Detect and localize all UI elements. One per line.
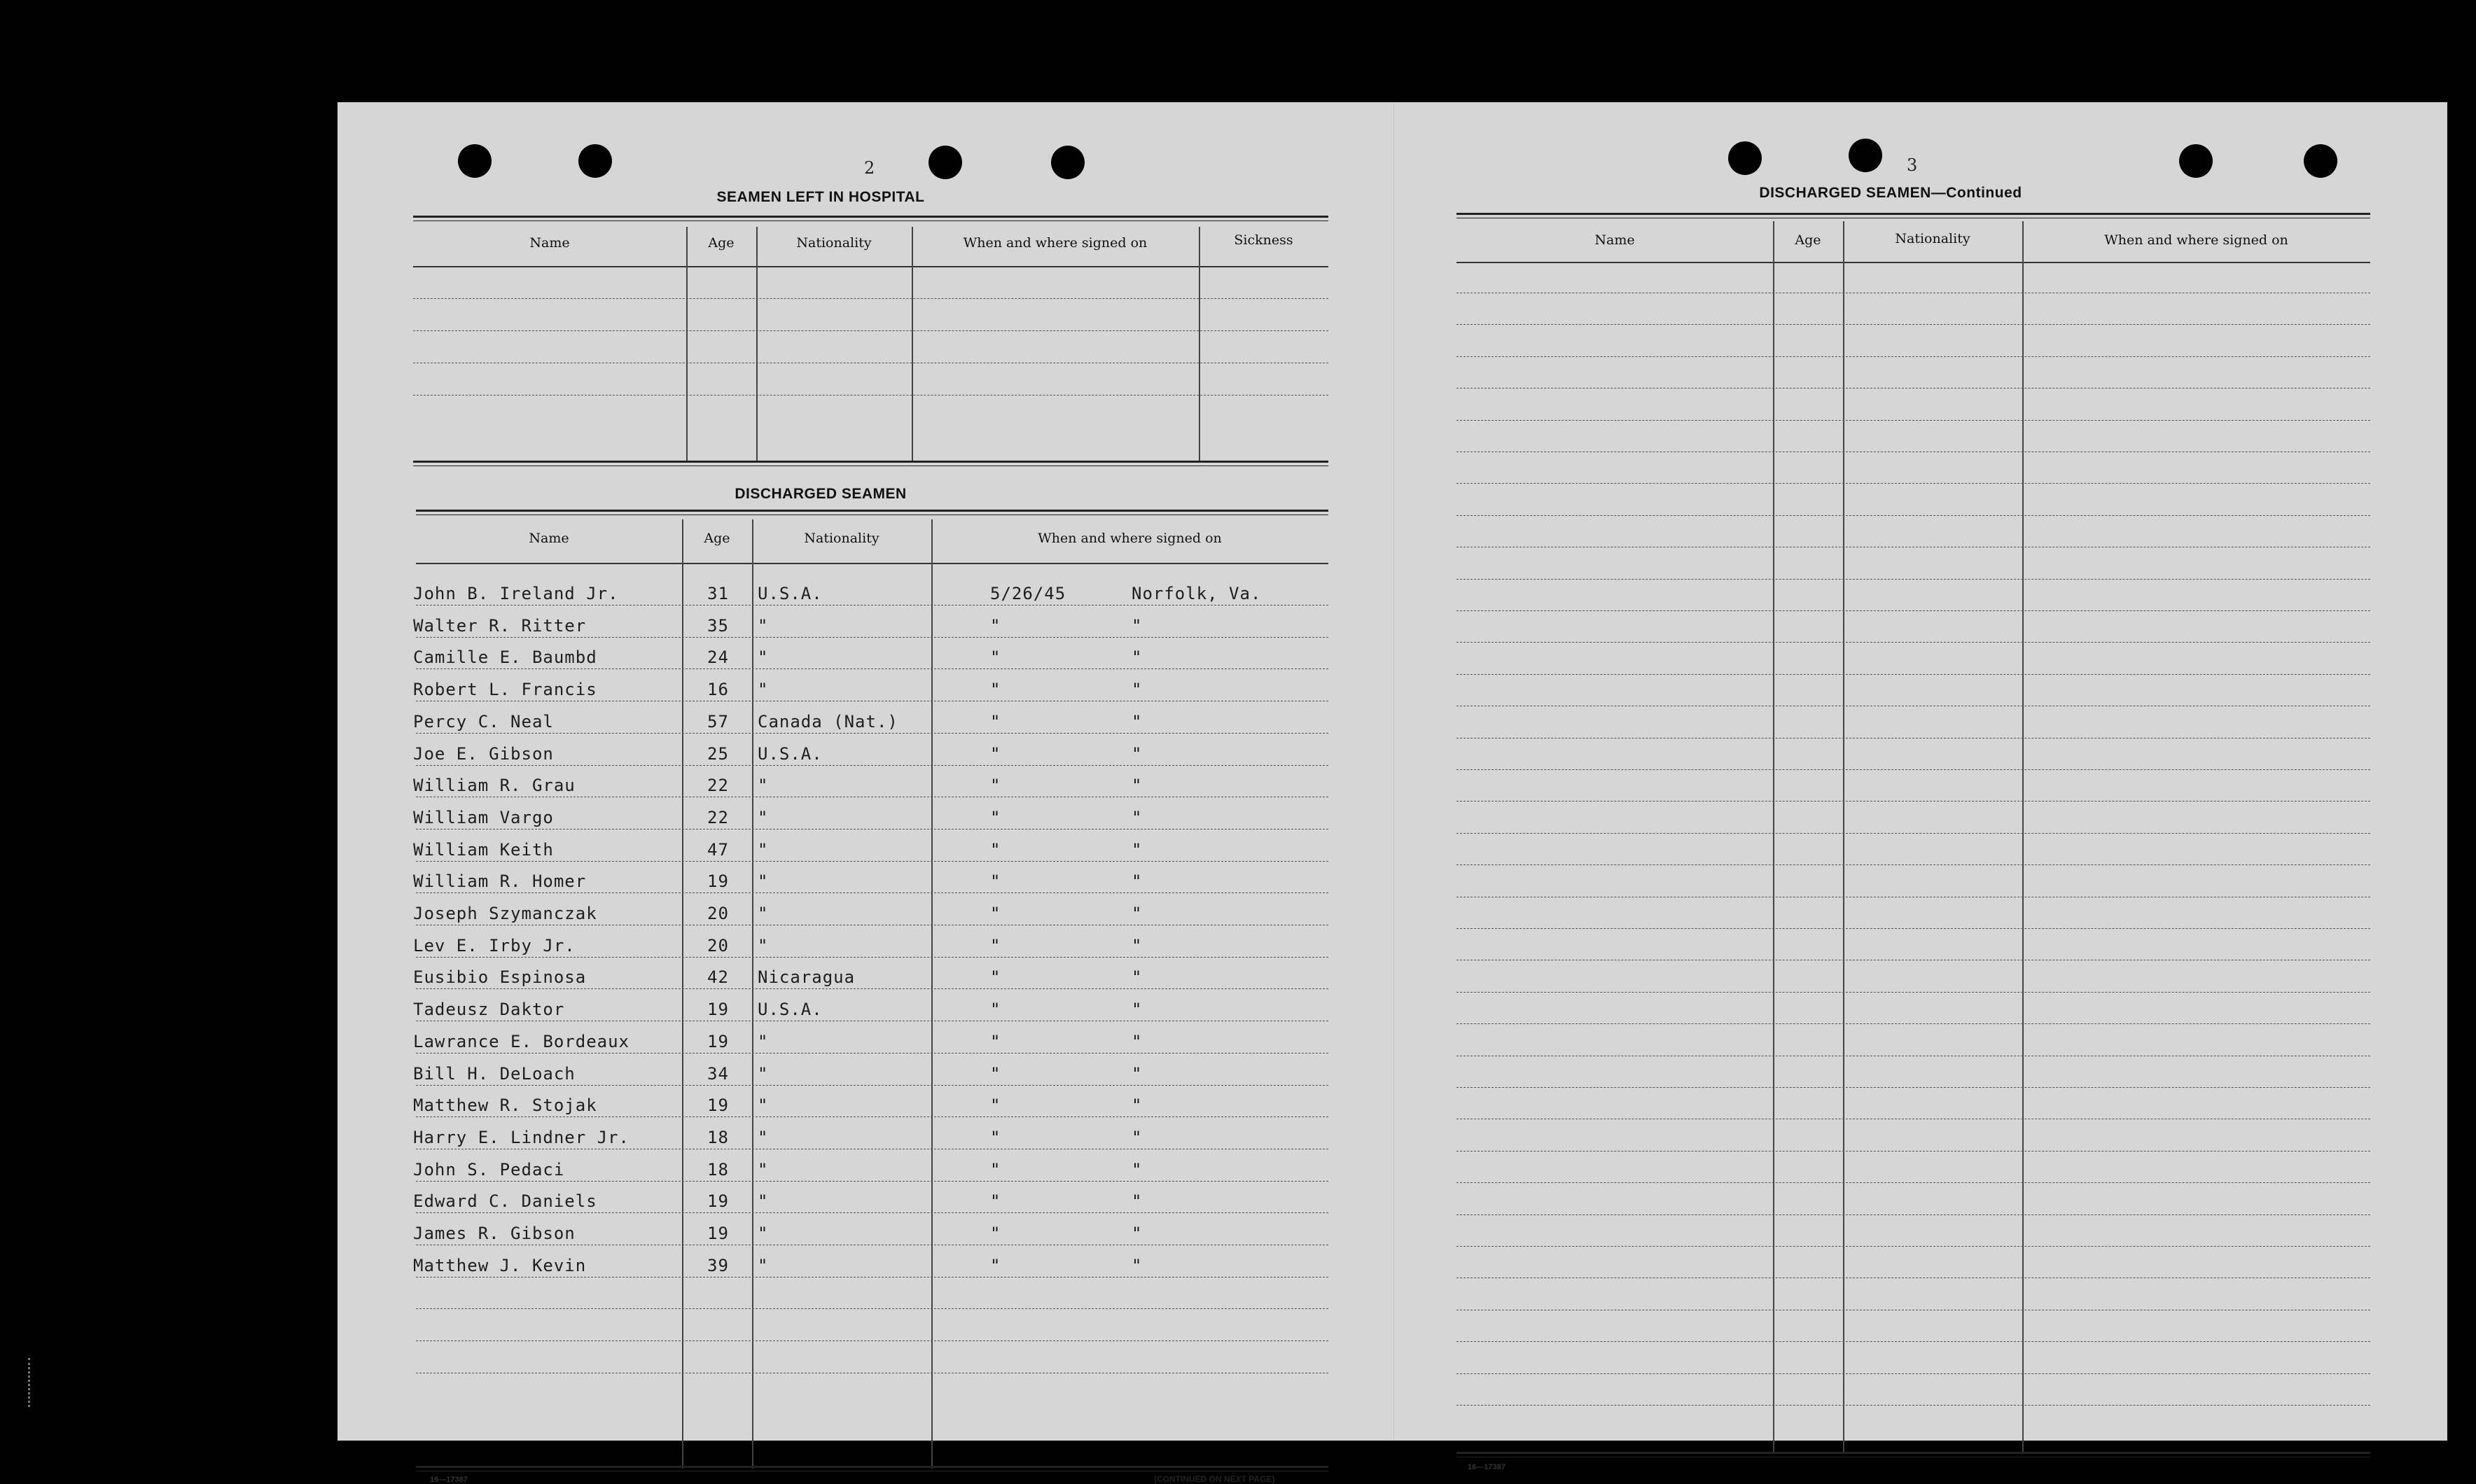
cell-signed-place: Norfolk, Va. <box>1132 584 1262 603</box>
col-age: Age <box>708 235 735 251</box>
hospital-section-title: SEAMEN LEFT IN HOSPITAL <box>716 189 925 205</box>
cell-age: 35 <box>707 616 729 636</box>
punch-hole <box>458 144 492 178</box>
cell-signed-place: " <box>1132 872 1143 891</box>
row-rule <box>1456 610 2370 611</box>
cell-signed-date: " <box>990 1160 1001 1180</box>
col-age: Age <box>1795 232 1821 248</box>
cell-signed-date: " <box>990 1064 1001 1084</box>
row-rule <box>416 1181 1328 1182</box>
row-rule <box>1456 833 2370 834</box>
row-rule <box>1456 1214 2370 1215</box>
col-name: Name <box>529 235 570 251</box>
cell-nationality: " <box>758 840 769 860</box>
cell-nationality: " <box>758 1096 769 1115</box>
row-rule <box>416 829 1328 830</box>
table-top-rule <box>416 510 1328 515</box>
row-rule <box>1456 1151 2370 1152</box>
continued-note: (CONTINUED ON NEXT PAGE) <box>1154 1474 1275 1484</box>
cell-signed-date: " <box>990 616 1001 636</box>
col-divider <box>931 519 933 1469</box>
row-rule <box>416 765 1328 766</box>
cell-name: Robert L. Francis <box>413 680 597 699</box>
cell-age: 18 <box>707 1128 729 1147</box>
cell-name: Joseph Szymanczak <box>413 904 597 923</box>
row-rule <box>416 733 1328 734</box>
cell-age: 18 <box>707 1160 729 1180</box>
table-bottom-rule <box>413 461 1328 466</box>
row-rule <box>1456 356 2370 357</box>
header-rule <box>1456 262 2370 263</box>
col-divider <box>2022 221 2024 1453</box>
row-rule <box>1456 769 2370 770</box>
cell-nationality: " <box>758 1128 769 1147</box>
row-rule <box>416 1212 1328 1213</box>
row-rule <box>413 298 1328 299</box>
cell-signed-date: " <box>990 872 1001 891</box>
cell-signed-place: " <box>1132 616 1143 636</box>
cell-signed-place: " <box>1132 840 1143 860</box>
cell-nationality: " <box>758 1064 769 1084</box>
col-divider <box>1773 221 1774 1453</box>
cell-signed-place: " <box>1132 1064 1143 1084</box>
cell-signed-place: " <box>1132 1256 1143 1275</box>
cell-signed-date: " <box>990 840 1001 860</box>
row-rule <box>1456 1087 2370 1088</box>
cell-signed-date: " <box>990 680 1001 699</box>
cell-signed-date: " <box>990 967 1001 987</box>
cell-age: 57 <box>707 712 729 732</box>
cell-signed-place: " <box>1132 936 1143 955</box>
cell-signed-date: " <box>990 648 1001 667</box>
cell-name: Lawrance E. Bordeaux <box>413 1032 630 1051</box>
row-rule <box>416 988 1328 989</box>
cell-signed-date: " <box>990 744 1001 764</box>
row-rule <box>1456 801 2370 802</box>
cell-age: 39 <box>707 1256 729 1275</box>
cell-age: 16 <box>707 680 729 699</box>
cell-signed-date: " <box>990 776 1001 795</box>
cell-name: John B. Ireland Jr. <box>413 584 619 603</box>
cell-age: 34 <box>707 1064 729 1084</box>
cell-name: William R. Grau <box>413 776 576 795</box>
cell-name: Walter R. Ritter <box>413 616 587 636</box>
row-rule <box>416 1277 1328 1278</box>
col-sickness: Sickness <box>1234 232 1293 248</box>
cell-name: Eusibio Espinosa <box>413 967 587 987</box>
row-rule <box>416 668 1328 669</box>
row-rule <box>1456 928 2370 929</box>
cell-name: Edward C. Daniels <box>413 1191 597 1211</box>
cell-age: 20 <box>707 904 729 923</box>
col-divider <box>686 227 688 461</box>
cell-nationality: " <box>758 776 769 795</box>
cell-signed-place: " <box>1132 1191 1143 1211</box>
row-rule <box>1456 1246 2370 1247</box>
cell-signed-place: " <box>1132 776 1143 795</box>
row-rule <box>416 1053 1328 1054</box>
cell-signed-date: " <box>990 1032 1001 1051</box>
cell-age: 42 <box>707 967 729 987</box>
cell-signed-date: " <box>990 808 1001 827</box>
cell-age: 25 <box>707 744 729 764</box>
continued-section-title: DISCHARGED SEAMEN—Continued <box>1759 185 2022 201</box>
cell-signed-date: " <box>990 712 1001 732</box>
table-top-rule <box>1456 213 2370 218</box>
col-divider <box>1843 221 1844 1453</box>
row-rule <box>416 892 1328 893</box>
document-scan <box>338 102 2447 1484</box>
cell-signed-place: " <box>1132 680 1143 699</box>
row-rule <box>413 330 1328 331</box>
cell-age: 47 <box>707 840 729 860</box>
row-rule <box>1456 864 2370 865</box>
cell-signed-place: " <box>1132 967 1143 987</box>
col-divider <box>1199 227 1200 461</box>
cell-signed-place: " <box>1132 1224 1143 1243</box>
cell-name: Matthew R. Stojak <box>413 1096 597 1115</box>
cell-nationality: " <box>758 904 769 923</box>
cell-age: 19 <box>707 1224 729 1243</box>
row-rule <box>1456 642 2370 643</box>
cell-nationality: " <box>758 616 769 636</box>
cell-nationality: " <box>758 808 769 827</box>
cell-name: Lev E. Irby Jr. <box>413 936 576 955</box>
cell-name: William Keith <box>413 840 554 860</box>
punch-hole <box>1849 139 1882 172</box>
header-rule <box>416 563 1328 564</box>
cell-nationality: " <box>758 1224 769 1243</box>
col-nationality: Nationality <box>796 235 872 251</box>
col-age: Age <box>704 531 730 546</box>
table-top-rule <box>413 216 1328 221</box>
cell-nationality: U.S.A. <box>758 1000 823 1019</box>
row-rule <box>416 605 1328 606</box>
cell-nationality: " <box>758 936 769 955</box>
cell-age: 22 <box>707 808 729 827</box>
cell-name: John S. Pedaci <box>413 1160 565 1180</box>
row-rule <box>1456 1341 2370 1342</box>
col-divider <box>682 519 683 1469</box>
form-number: 16—17387 <box>1468 1463 1505 1471</box>
col-nationality: Nationality <box>1895 231 1970 246</box>
row-rule <box>1456 483 2370 484</box>
cell-name: Harry E. Lindner Jr. <box>413 1128 630 1147</box>
cell-signed-place: " <box>1132 1000 1143 1019</box>
cell-signed-date: " <box>990 1000 1001 1019</box>
row-rule <box>1456 674 2370 675</box>
col-signed-on: When and where signed on <box>2104 232 2288 248</box>
cell-name: Joe E. Gibson <box>413 744 554 764</box>
row-rule <box>413 395 1328 396</box>
row-rule <box>1456 515 2370 516</box>
table-bottom-rule <box>416 1466 1328 1471</box>
cell-age: 22 <box>707 776 729 795</box>
row-rule <box>1456 1373 2370 1374</box>
cell-age: 20 <box>707 936 729 955</box>
cell-age: 31 <box>707 584 729 603</box>
cell-signed-date: " <box>990 1128 1001 1147</box>
punch-hole <box>1728 141 1762 175</box>
cell-age: 19 <box>707 872 729 891</box>
cell-signed-place: " <box>1132 1096 1143 1115</box>
cell-nationality: U.S.A. <box>758 744 823 764</box>
cell-signed-date: " <box>990 904 1001 923</box>
cell-age: 24 <box>707 648 729 667</box>
row-rule <box>416 861 1328 862</box>
cell-signed-place: " <box>1132 808 1143 827</box>
page-number: 3 <box>1907 155 1918 175</box>
cell-nationality: " <box>758 1032 769 1051</box>
header-rule <box>413 266 1328 267</box>
cell-signed-date: " <box>990 936 1001 955</box>
cell-name: Matthew J. Kevin <box>413 1256 587 1275</box>
cell-nationality: Canada (Nat.) <box>758 712 898 732</box>
cell-name: Percy C. Neal <box>413 712 554 732</box>
cell-signed-place: " <box>1132 744 1143 764</box>
scan-edge-mark <box>28 1358 34 1407</box>
row-rule <box>1456 579 2370 580</box>
cell-signed-date: " <box>990 1096 1001 1115</box>
row-rule <box>1456 451 2370 452</box>
cell-nationality: " <box>758 680 769 699</box>
col-signed-on: When and where signed on <box>1038 531 1222 546</box>
col-signed-on: When and where signed on <box>963 235 1148 251</box>
right-page <box>1393 102 2447 1471</box>
col-divider <box>752 519 753 1469</box>
table-bottom-rule <box>1456 1452 2370 1457</box>
row-rule <box>1456 420 2370 421</box>
cell-signed-place: " <box>1132 1160 1143 1180</box>
cell-signed-place: " <box>1132 648 1143 667</box>
cell-age: 19 <box>707 1096 729 1115</box>
cell-name: Tadeusz Daktor <box>413 1000 565 1019</box>
cell-nationality: " <box>758 872 769 891</box>
cell-signed-place: " <box>1132 1128 1143 1147</box>
row-rule <box>416 957 1328 958</box>
cell-signed-date: " <box>990 1191 1001 1211</box>
row-rule <box>1456 1405 2370 1406</box>
punch-hole <box>928 146 962 179</box>
cell-nationality: U.S.A. <box>758 584 823 603</box>
col-divider <box>756 227 758 461</box>
row-rule <box>1456 324 2370 325</box>
row-rule <box>416 1308 1328 1309</box>
form-number: 16—17387 <box>430 1476 468 1484</box>
cell-signed-place: " <box>1132 1032 1143 1051</box>
col-nationality: Nationality <box>804 531 879 546</box>
row-rule <box>416 1116 1328 1117</box>
row-rule <box>416 1340 1328 1341</box>
punch-hole <box>2304 144 2337 178</box>
left-page <box>338 102 1394 1484</box>
col-name: Name <box>529 531 569 546</box>
punch-hole <box>2179 144 2213 178</box>
discharged-section-title: DISCHARGED SEAMEN <box>735 486 907 502</box>
cell-nationality: " <box>758 1191 769 1211</box>
punch-hole <box>1051 146 1085 179</box>
cell-age: 19 <box>707 1000 729 1019</box>
cell-name: William R. Homer <box>413 872 587 891</box>
cell-nationality: Nicaragua <box>758 967 856 987</box>
cell-name: William Vargo <box>413 808 554 827</box>
cell-name: James R. Gibson <box>413 1224 576 1243</box>
cell-age: 19 <box>707 1032 729 1051</box>
cell-signed-date: " <box>990 1256 1001 1275</box>
cell-nationality: " <box>758 648 769 667</box>
col-name: Name <box>1594 232 1635 248</box>
cell-nationality: " <box>758 1160 769 1180</box>
row-rule <box>1456 992 2370 993</box>
col-divider <box>912 227 913 461</box>
cell-age: 19 <box>707 1191 729 1211</box>
page-number: 2 <box>864 158 875 178</box>
cell-signed-place: " <box>1132 904 1143 923</box>
punch-hole <box>578 144 612 178</box>
row-rule <box>416 637 1328 638</box>
cell-signed-date: 5/26/45 <box>990 584 1066 603</box>
cell-nationality: " <box>758 1256 769 1275</box>
cell-name: Bill H. DeLoach <box>413 1064 576 1084</box>
cell-signed-place: " <box>1132 712 1143 732</box>
cell-name: Camille E. Baumbd <box>413 648 597 667</box>
row-rule <box>1456 1182 2370 1183</box>
row-rule <box>416 1085 1328 1086</box>
row-rule <box>1456 1023 2370 1024</box>
cell-signed-date: " <box>990 1224 1001 1243</box>
